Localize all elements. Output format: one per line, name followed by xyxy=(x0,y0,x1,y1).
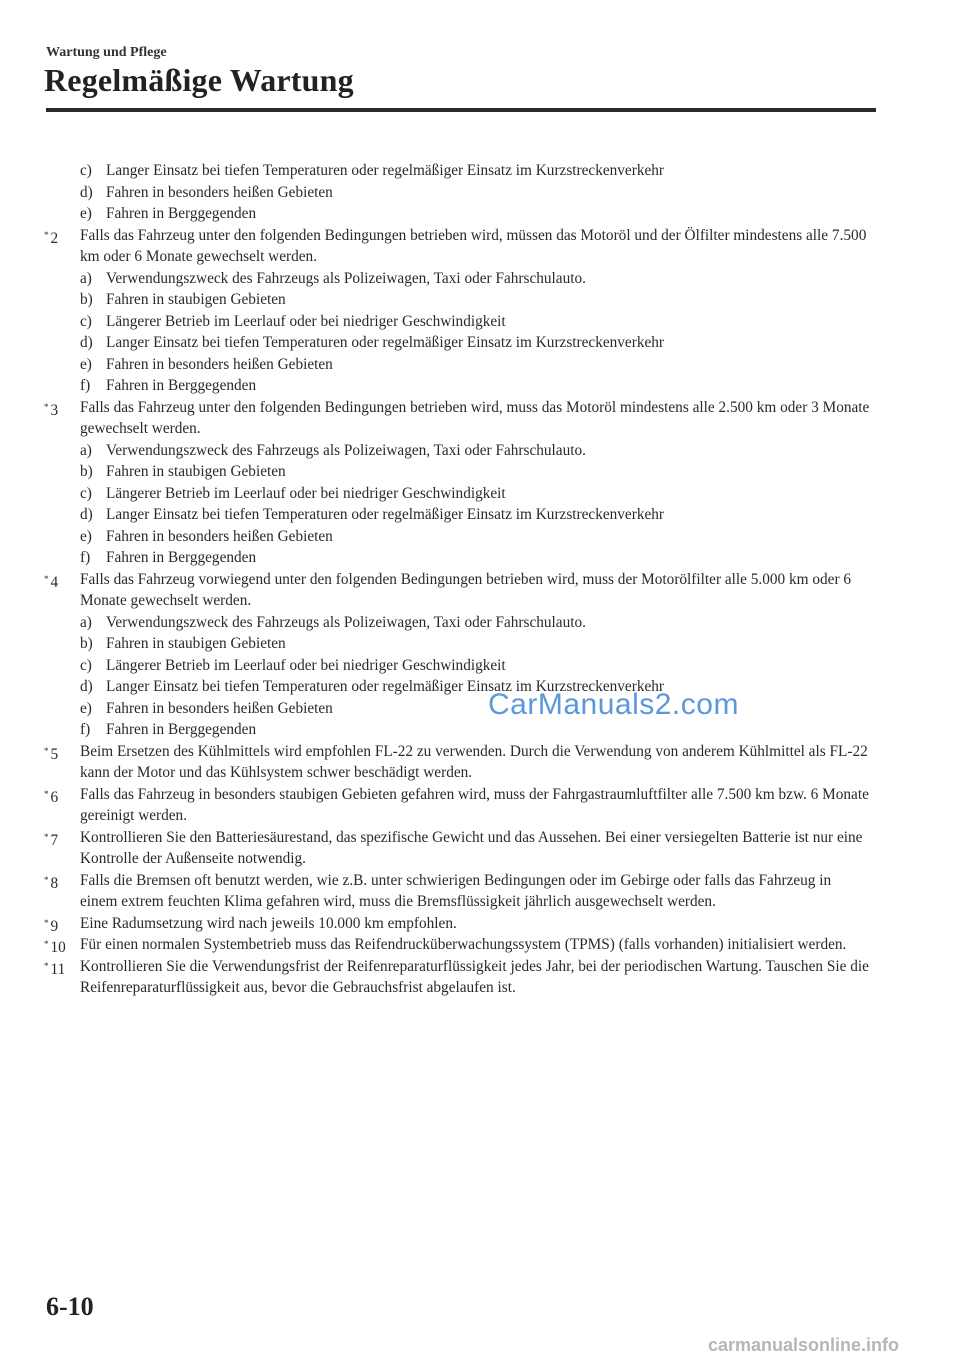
list-item-text: Fahren in besonders heißen Gebieten xyxy=(106,183,333,201)
list-item-text: Langer Einsatz bei tiefen Temperaturen oder regelmäßiger Einsatz im Kurzstreckenverkehr xyxy=(106,334,664,351)
list-item-text: Verwendungszweck des Fahrzeugs als Polizeiwagen, Taxi oder Fahrschulauto. xyxy=(106,441,586,459)
site-watermark: carmanualsonline.info xyxy=(708,1335,900,1355)
list-item-label: b) xyxy=(80,463,93,480)
footnote-text: Falls das Fahrzeug unter den folgenden Bedingungen betrieben wird, müssen das Motoröl und der Ölfilter mindestens alle 7.500 km oder 6 Monate gewechselt werden. xyxy=(80,226,867,265)
list-item-text: Fahren in besonders heißen Gebieten xyxy=(106,527,333,545)
footnote-index: 5 xyxy=(50,745,59,763)
list-item-label: e) xyxy=(80,527,92,545)
watermark-logo: CarManuals2.com xyxy=(488,688,739,721)
list-item-text: Fahren in staubigen Gebieten xyxy=(106,291,286,308)
list-item-label: f) xyxy=(80,721,91,738)
footnote-text: Kontrollieren Sie den Batteriesäurestand, das spezifische Gewicht und das Aussehen. Bei einer versiegelten Batterie ist nur eine Kontrolle der Außenseite notwendig. xyxy=(80,828,863,867)
footnote-asterisk: * xyxy=(44,401,49,412)
section-heading: Wartung und Pflege xyxy=(46,45,167,60)
footnote-number xyxy=(44,956,65,981)
footnote-asterisk: * xyxy=(44,573,49,584)
list-item-label: c) xyxy=(80,484,92,502)
list-item xyxy=(0,483,876,505)
footnote-index: 11 xyxy=(50,960,66,978)
list-item-text: Fahren in besonders heißen Gebieten xyxy=(106,355,333,373)
page-title: Regelmäßige Wartung xyxy=(44,62,354,98)
footnote-asterisk: * xyxy=(44,831,49,842)
list-item xyxy=(0,311,876,333)
footnote-asterisk: * xyxy=(44,745,49,756)
footnote-number xyxy=(44,569,58,594)
footnote xyxy=(0,956,870,999)
list-item-text: Verwendungszweck des Fahrzeugs als Polizeiwagen, Taxi oder Fahrschulauto. xyxy=(106,269,586,287)
footnote-text: Falls das Fahrzeug in besonders staubigen Gebieten gefahren wird, muss der Fahrgastraumluftfilter alle 7.500 km bzw. 6 Monate gereinigt werden. xyxy=(80,785,869,824)
footnote-text: Falls das Fahrzeug unter den folgenden Bedingungen betrieben wird, muss das Motoröl mindestens alle 2.500 km oder 3 Monate gewechselt werden. xyxy=(80,398,870,437)
footnote-asterisk: * xyxy=(44,229,49,240)
footnote xyxy=(0,741,870,784)
list-item-label: b) xyxy=(80,291,93,308)
list-item-label: d) xyxy=(80,334,93,351)
list-item xyxy=(0,354,876,376)
footnote-number xyxy=(44,741,58,766)
footnote-index: 8 xyxy=(50,874,59,892)
footnote xyxy=(0,913,870,935)
list-item-label: e) xyxy=(80,355,92,373)
list-item xyxy=(0,160,876,182)
list-item-label: b) xyxy=(80,635,93,652)
list-item xyxy=(0,440,876,462)
list-item-label: a) xyxy=(80,441,92,459)
list-item xyxy=(0,504,876,526)
list-item-label: e) xyxy=(80,699,92,717)
footnote-index: 2 xyxy=(50,229,59,247)
list-item-label: a) xyxy=(80,613,92,631)
footnote-asterisk: * xyxy=(44,917,49,928)
page-number: 6-10 xyxy=(46,1292,94,1321)
list-item-text: Fahren in staubigen Gebieten xyxy=(106,463,286,480)
list-item-text: Fahren in Berggegenden xyxy=(106,549,257,566)
list-item-label: d) xyxy=(80,506,93,523)
footnote-number xyxy=(44,225,58,250)
list-item-text: Langer Einsatz bei tiefen Temperaturen oder regelmäßiger Einsatz im Kurzstreckenverkehr xyxy=(106,506,664,523)
footnote-index: 10 xyxy=(50,939,66,956)
list-item xyxy=(0,655,876,677)
footnote-index: 4 xyxy=(50,573,59,591)
list-item xyxy=(0,182,876,204)
list-item xyxy=(0,375,876,397)
footnote-asterisk: * xyxy=(44,874,49,885)
list-item-label: f) xyxy=(80,549,91,566)
footnote xyxy=(0,827,870,870)
list-item-text: Längerer Betrieb im Leerlauf oder bei niedriger Geschwindigkeit xyxy=(106,656,506,674)
footnote-text: Für einen normalen Systembetrieb muss das Reifendrucküberwachungssystem (TPMS) (falls vorhanden) initialisiert werden. xyxy=(80,936,847,953)
footnote-text: Kontrollieren Sie die Verwendungsfrist der Reifenreparaturflüssigkeit jedes Jahr, bei der periodischen Wartung. Tauschen Sie die Reifenreparaturflüssigkeit aus, bevor die Gebrauchsfrist abgelaufen ist. xyxy=(80,957,869,996)
footnote-asterisk: * xyxy=(44,960,49,971)
list-item-label: d) xyxy=(80,183,93,201)
footnote-number xyxy=(44,827,58,852)
list-item xyxy=(0,698,876,720)
list-item xyxy=(0,612,876,634)
footnote xyxy=(0,784,870,827)
footnote-index: 3 xyxy=(50,401,59,419)
list-item-text: Verwendungszweck des Fahrzeugs als Polizeiwagen, Taxi oder Fahrschulauto. xyxy=(106,613,586,631)
footnote xyxy=(0,225,870,268)
list-item xyxy=(0,526,876,548)
list-item-label: f) xyxy=(80,377,91,394)
list-item xyxy=(0,547,876,569)
list-item-label: e) xyxy=(80,205,92,222)
notes-content xyxy=(0,160,960,999)
footnote-text: Falls die Bremsen oft benutzt werden, wie z.B. unter schwierigen Bedingungen oder im Gebirge oder falls das Fahrzeug in einem extrem feuchten Klima gefahren wird, muss die Bremsflüssigkeit jährlich ausgewechselt werden. xyxy=(80,871,832,910)
list-item xyxy=(0,332,876,354)
footnote-index: 6 xyxy=(50,788,59,806)
list-item xyxy=(0,461,876,483)
footnote-text: Eine Radumsetzung wird nach jeweils 10.000 km empfohlen. xyxy=(80,914,457,932)
list-item-text: Fahren in Berggegenden xyxy=(106,377,257,394)
list-item-text: Längerer Betrieb im Leerlauf oder bei niedriger Geschwindigkeit xyxy=(106,312,506,330)
list-item-text: Fahren in besonders heißen Gebieten xyxy=(106,699,333,717)
footnote-text: Beim Ersetzen des Kühlmittels wird empfohlen FL-22 zu verwenden. Durch die Verwendung von anderem Kühlmittel als FL-22 kann der Motor und das Kühlsystem schwer beschädigt werden. xyxy=(80,742,868,781)
list-item xyxy=(0,268,876,290)
list-item-text: Fahren in staubigen Gebieten xyxy=(106,635,286,652)
title-rule xyxy=(46,108,876,112)
footnote xyxy=(0,870,870,913)
list-item-label: a) xyxy=(80,269,92,287)
footnote-index: 9 xyxy=(50,917,59,935)
footnote-text: Falls das Fahrzeug vorwiegend unter den folgenden Bedingungen betrieben wird, muss der Motorölfilter alle 5.000 km oder 6 Monate gewechselt werden. xyxy=(80,570,852,609)
lead-items xyxy=(0,160,960,225)
list-item xyxy=(0,203,876,225)
list-item xyxy=(0,676,876,698)
footnote-number xyxy=(44,784,58,809)
list-item-label: c) xyxy=(80,162,92,179)
footnote-list xyxy=(0,225,960,999)
list-item xyxy=(0,633,876,655)
footnote xyxy=(0,934,870,956)
list-item-text: Längerer Betrieb im Leerlauf oder bei niedriger Geschwindigkeit xyxy=(106,484,506,502)
list-item-label: c) xyxy=(80,656,92,674)
list-item xyxy=(0,289,876,311)
footnote-asterisk: * xyxy=(44,939,49,949)
list-item-text: Fahren in Berggegenden xyxy=(106,721,257,738)
list-item-text: Langer Einsatz bei tiefen Temperaturen oder regelmäßiger Einsatz im Kurzstreckenverkehr xyxy=(106,678,664,695)
footnote-number xyxy=(44,397,58,422)
footnote xyxy=(0,397,870,440)
list-item-text: Fahren in Berggegenden xyxy=(106,205,257,222)
footnote-asterisk: * xyxy=(44,788,49,799)
list-item-label: c) xyxy=(80,312,92,330)
footnote xyxy=(0,569,870,612)
footnote-number xyxy=(44,870,58,895)
list-item-label: d) xyxy=(80,678,93,695)
footnote-index: 7 xyxy=(50,831,59,849)
list-item-text: Langer Einsatz bei tiefen Temperaturen oder regelmäßiger Einsatz im Kurzstreckenverkehr xyxy=(106,162,664,179)
list-item xyxy=(0,719,876,741)
